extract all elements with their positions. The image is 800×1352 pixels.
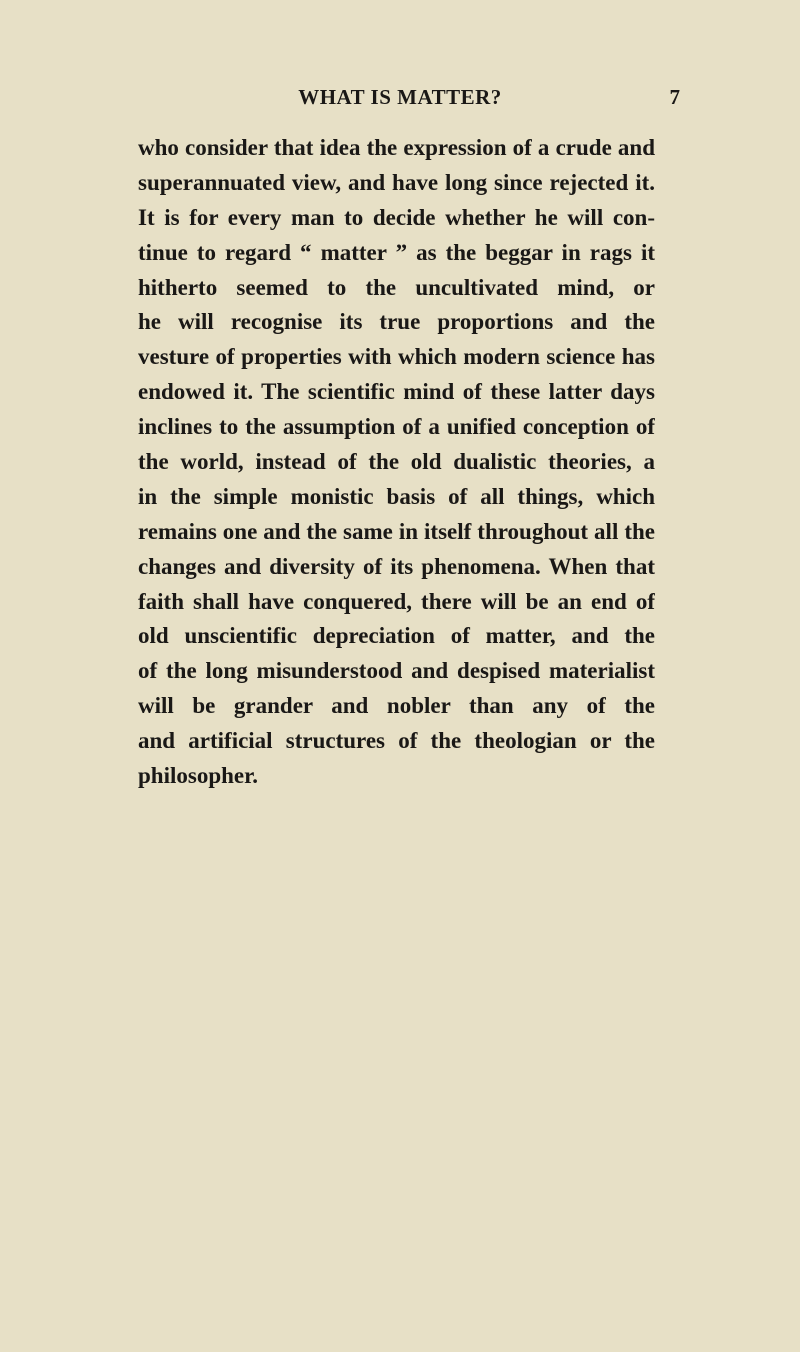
text-line: hitherto seemed to the uncultivated mind, or bbox=[138, 274, 655, 300]
text-line: vesture of properties with which modern science has bbox=[138, 344, 655, 370]
text-line: inclines to the assumption of a unified conception of bbox=[138, 414, 655, 440]
text-line: will be grander and nobler than any of the bbox=[138, 693, 655, 719]
running-header bbox=[0, 83, 800, 111]
text-line: tinue to regard “ matter ” as the beggar in rags it bbox=[138, 239, 655, 265]
text-line: the world, instead of the old dualistic theories, a bbox=[138, 449, 655, 475]
running-title: WHAT IS MATTER? bbox=[298, 85, 502, 109]
text-line: and artificial structures of the theologian or the bbox=[138, 728, 655, 754]
text-line: changes and diversity of its phenomena. When that bbox=[138, 553, 655, 579]
text-line: superannuated view, and have long since rejected it. bbox=[138, 169, 655, 195]
text-line: he will recognise its true proportions and the bbox=[138, 309, 655, 335]
body-text bbox=[138, 131, 655, 794]
text-line: of the long misunderstood and despised materialist bbox=[138, 658, 655, 684]
text-line: in the simple monistic basis of all things, which bbox=[138, 483, 655, 509]
page-number: 7 bbox=[669, 85, 680, 109]
text-line: endowed it. The scientific mind of these latter days bbox=[138, 379, 655, 405]
text-line: remains one and the same in itself throughout all the bbox=[138, 518, 655, 544]
text-line: faith shall have conquered, there will be an end of bbox=[138, 588, 655, 614]
text-line: who consider that idea the expression of a crude and bbox=[138, 135, 655, 160]
text-line: philosopher. bbox=[138, 763, 258, 789]
text-line: It is for every man to decide whether he will con- bbox=[138, 204, 655, 230]
text-line: old unscientific depreciation of matter, and the bbox=[138, 623, 655, 649]
